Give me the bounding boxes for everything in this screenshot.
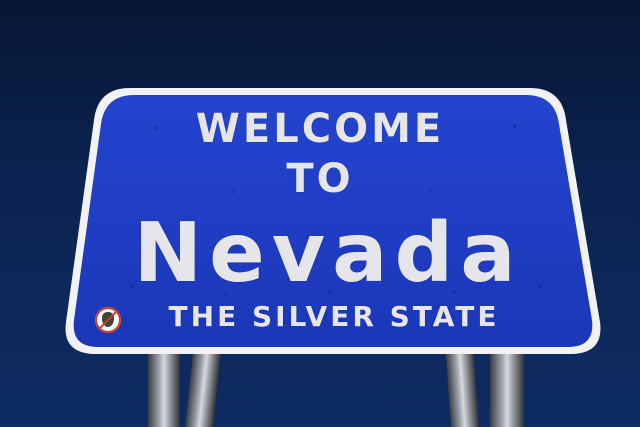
sign-tagline: THE SILVER STATE [168, 300, 500, 333]
sign-welcome-text: WELCOME [195, 106, 445, 152]
sign-to-text: TO [286, 156, 354, 202]
no-alien-icon [95, 307, 121, 333]
sign-state-name: Nevada [133, 206, 523, 301]
